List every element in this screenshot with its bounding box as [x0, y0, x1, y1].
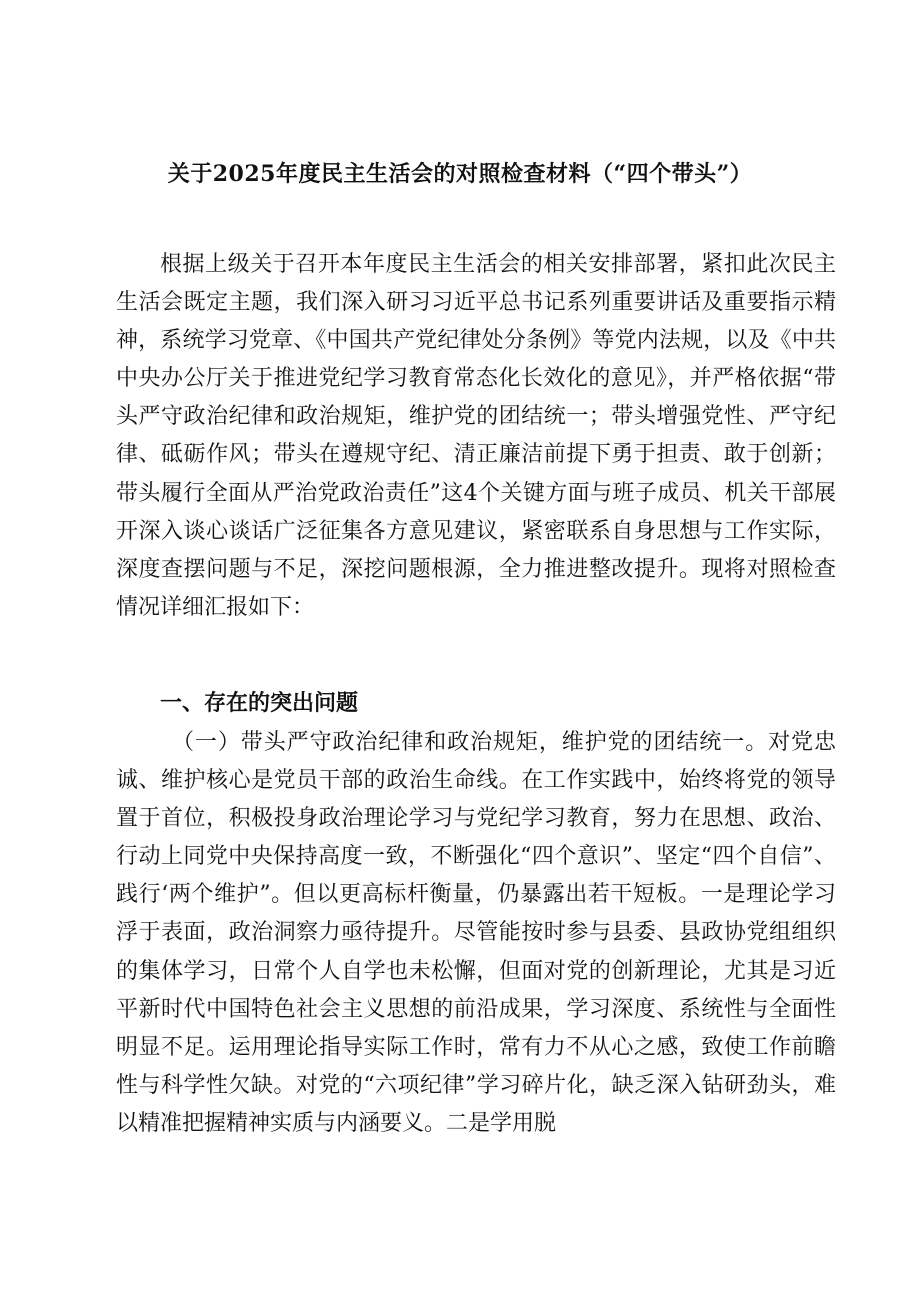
document-title: 关于2025年度民主生活会的对照检查材料（“四个带头”） [167, 161, 753, 187]
section-heading: 一、存在的突出问题 [160, 690, 359, 716]
intro-paragraph: 根据上级关于召开本年度民主生活会的相关安排部署，紧扣此次民主生活会既定主题，我们深入研习习近平总书记系列重要讲话及重要指示精神，系统学习党章、《中国共产党纪律处分条例》等党内法规，以及《中共中央办公厅关于推进党纪学习教育常态化长效化的意见》，并严格依据“带头严守政治纪律和政治规矩，维护党的团结统一；带头增强党性、严守纪律、砥砺作风；带头在遵规守纪、清正廉洁前提下勇于担责、敢于创新；带头履行全面从严治党政治责任”这4个关键方面与班子成员、机关干部展开深入谈心谈话广泛征集各方意见建议，紧密联系自身思想与工作实际，深度查摆问题与不足，深挖问题根源，全力推进整改提升。现将对照检查情况详细汇报如下： [116, 252, 836, 620]
section-paragraph: （一）带头严守政治纪律和政治规矩，维护党的团结统一。对党忠诚、维护核心是党员干部的政治生命线。在工作实践中，始终将党的领导置于首位，积极投身政治理论学习与党纪学习教育，努力在思想、政治、行动上同党中央保持高度一致，不断强化“四个意识”、坚定“四个自信”、践行‘两个维护”。但以更高标杆衡量，仍暴露出若干短板。一是理论学习浮于表面，政治洞察力亟待提升。尽管能按时参与县委、县政协党组组织的集体学习，日常个人自学也未松懈，但面对党的创新理论，尤其是习近平新时代中国特色社会主义思想的前沿成果，学习深度、系统性与全面性明显不足。运用理论指导实际工作时，常有力不从心之感，致使工作前瞻性与科学性欠缺。对党的“六项纪律”学习碎片化，缺乏深入钻研劲头，难以精准把握精神实质与内涵要义。二是学用脱 [116, 730, 836, 1136]
